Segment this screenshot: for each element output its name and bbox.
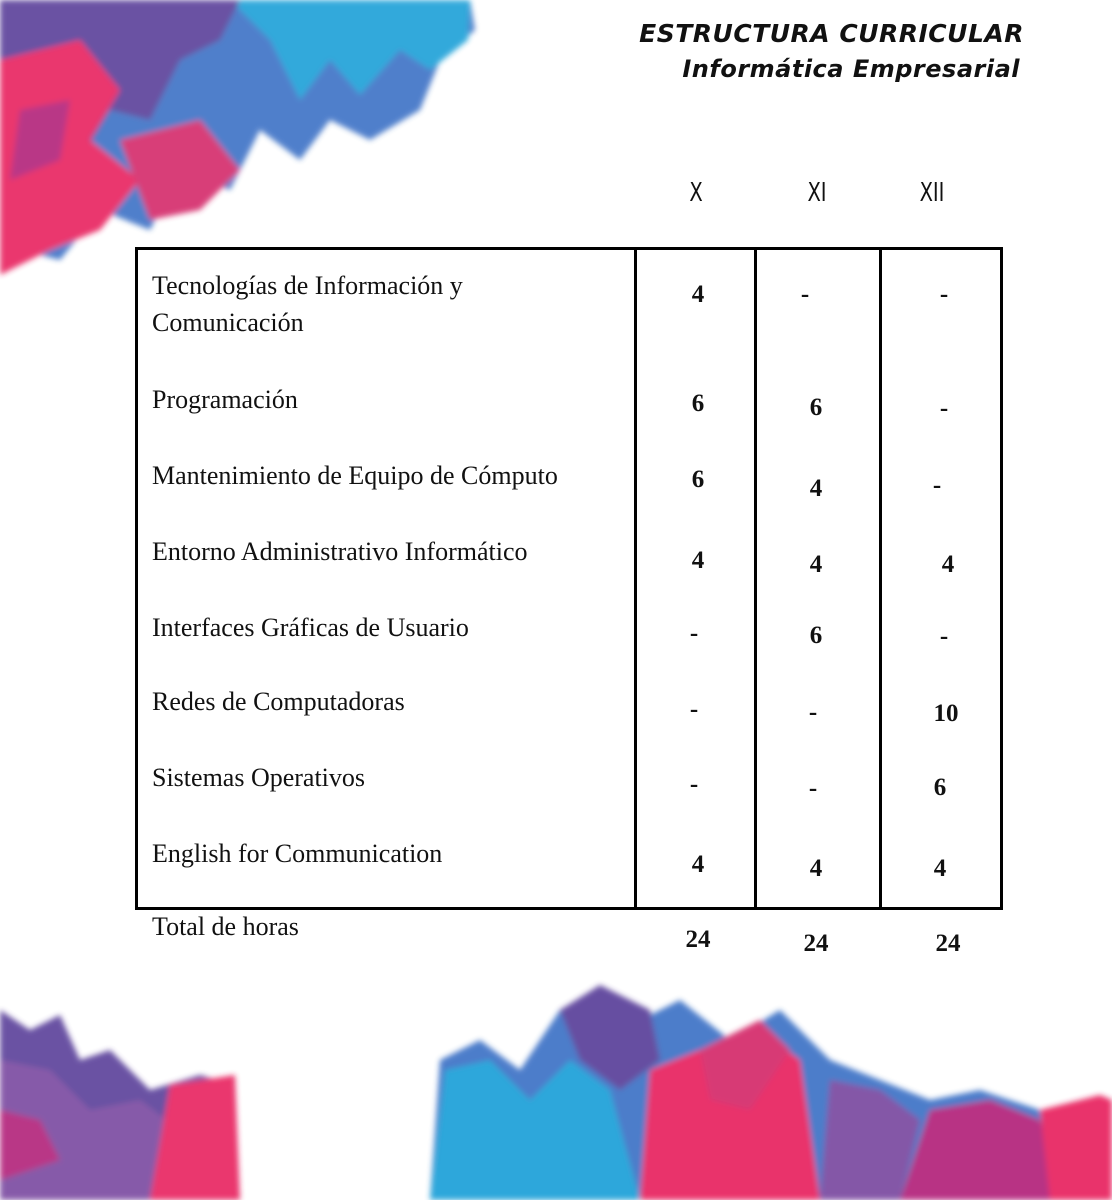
- subject-label: English for Communication: [152, 839, 443, 868]
- hours-cell: 4: [933, 855, 947, 882]
- hours-cell: 4: [691, 547, 705, 574]
- bottom-left-splash: [0, 1010, 240, 1200]
- hours-cell: -: [939, 395, 949, 422]
- hours-cell: 4: [691, 851, 705, 878]
- hours-cell: -: [939, 281, 949, 308]
- top-left-splash: [0, 0, 475, 275]
- hours-cell: 6: [809, 394, 823, 421]
- subject-label: Redes de Computadoras: [152, 687, 405, 716]
- column-header-x: X: [689, 178, 703, 208]
- subject-label: Entorno Administrativo Informático: [152, 537, 528, 566]
- hours-cell: 4: [941, 551, 955, 578]
- column-header-xi: XI: [807, 178, 827, 208]
- hours-cell: 4: [809, 855, 823, 882]
- table-divider: [879, 247, 882, 910]
- total-cell: 24: [803, 930, 829, 957]
- column-header-xii: XII: [919, 178, 945, 208]
- page-subtitle: Informática Empresarial: [682, 55, 1020, 83]
- hours-cell: 6: [691, 466, 705, 493]
- curriculum-table: [135, 247, 1003, 910]
- hours-cell: -: [689, 620, 699, 647]
- total-cell: 24: [685, 926, 711, 953]
- subject-label: Interfaces Gráficas de Usuario: [152, 613, 469, 642]
- hours-cell: -: [932, 472, 942, 499]
- subject-label: Sistemas Operativos: [152, 763, 366, 792]
- hours-cell: 4: [691, 281, 705, 308]
- page-title: ESTRUCTURA CURRICULAR: [639, 19, 1024, 48]
- hours-cell: -: [939, 623, 949, 650]
- subject-label: Tecnologías de Información y Comunicación: [152, 271, 463, 337]
- table-divider: [754, 247, 757, 910]
- hours-cell: -: [808, 775, 818, 802]
- hours-cell: -: [689, 696, 699, 723]
- hours-cell: -: [800, 281, 810, 308]
- hours-cell: 4: [809, 551, 823, 578]
- hours-cell: 6: [809, 622, 823, 649]
- hours-cell: 6: [691, 390, 705, 417]
- header: [639, 16, 1024, 86]
- total-cell: 24: [935, 930, 961, 957]
- total-label: Total de horas: [152, 912, 299, 941]
- bottom-right-splash: [430, 985, 1112, 1200]
- hours-cell: 10: [933, 700, 959, 727]
- hours-cell: 4: [809, 475, 823, 502]
- subject-label: Programación: [152, 385, 298, 414]
- subject-label: Mantenimiento de Equipo de Cómputo: [152, 461, 558, 490]
- hours-cell: 6: [933, 774, 947, 801]
- hours-cell: -: [808, 699, 818, 726]
- hours-cell: -: [689, 771, 699, 798]
- table-divider: [634, 247, 637, 910]
